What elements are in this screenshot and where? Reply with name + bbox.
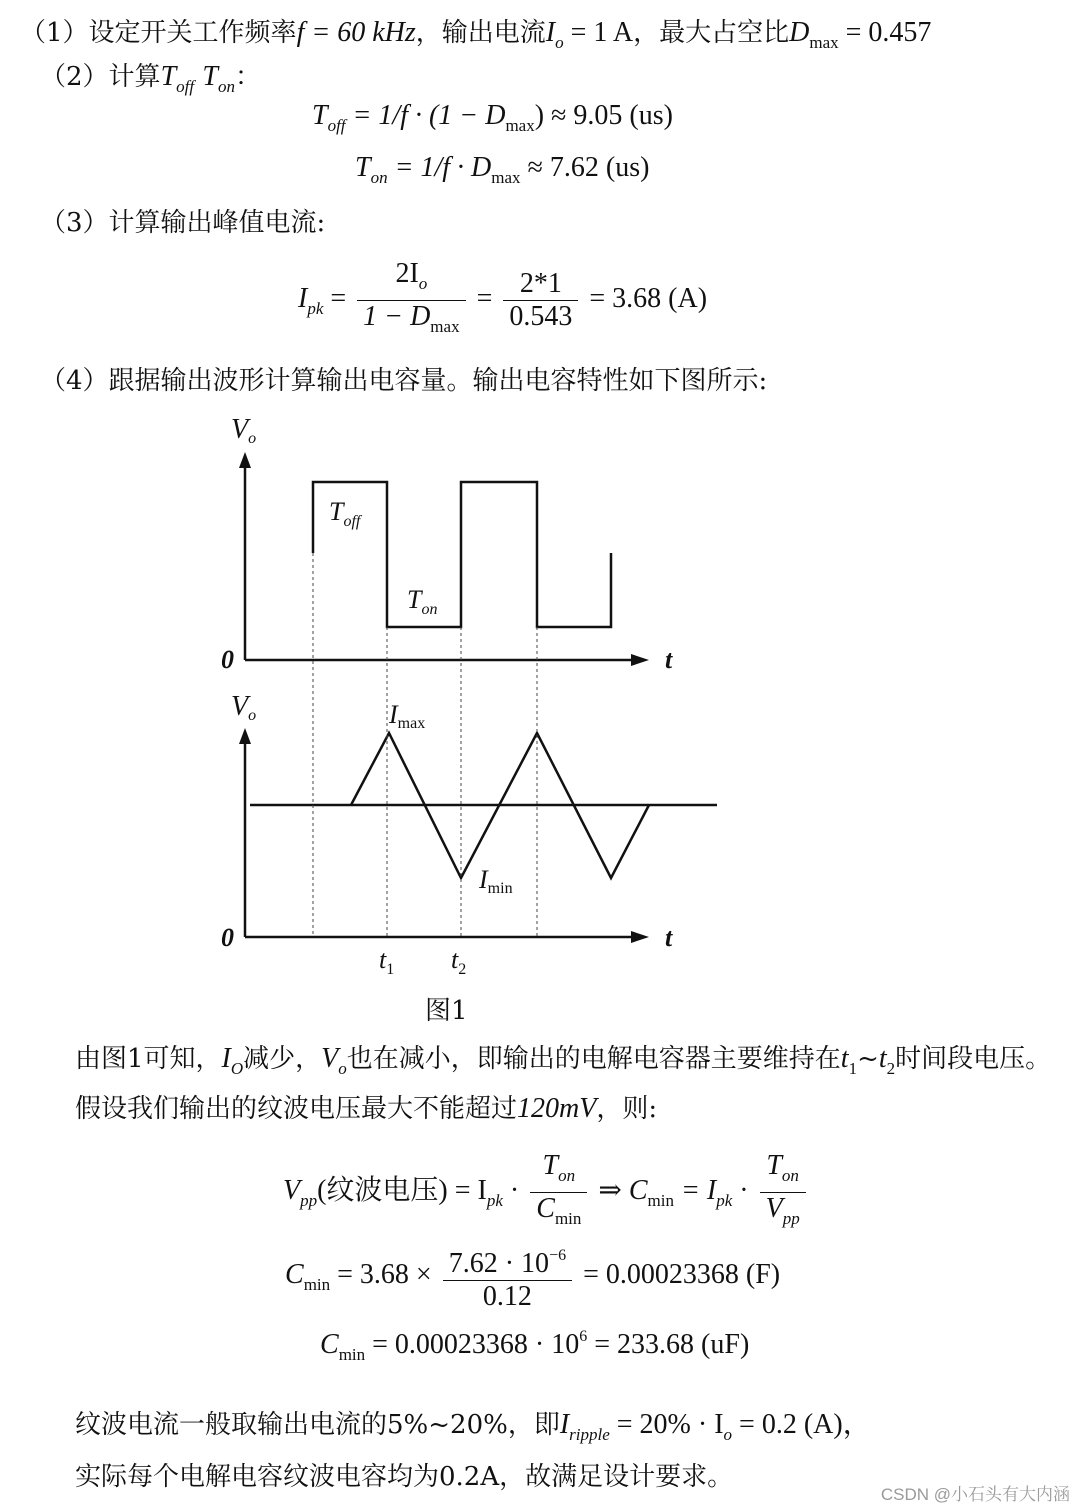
- tick-t2-sub: 2: [458, 961, 467, 978]
- svg-text:t2: [451, 945, 466, 978]
- dmax-value: = 0.457: [838, 17, 932, 48]
- imax-label-sub: max: [397, 715, 426, 732]
- para3-b: = 20% · I: [609, 1409, 724, 1440]
- svg-text:Toff: [329, 497, 363, 530]
- paragraph-1: [75, 1044, 1051, 1084]
- eq-vpp-lhs-sub: pp: [300, 1190, 318, 1210]
- eq-cmin2-sup: 6: [579, 1328, 588, 1345]
- eq-cmin2-lhs-sub: min: [338, 1345, 366, 1364]
- svg-text:t1: [379, 945, 394, 978]
- toff-sub: off: [176, 77, 195, 96]
- para1-t2-sub: 2: [886, 1059, 896, 1078]
- step-4-text: 跟据输出波形计算输出电容量。输出电容特性如下图所示:: [108, 366, 768, 396]
- eq-toff-rhs: ) ≈ 9.05 (us): [534, 100, 673, 131]
- eq-ipk-eq: =: [323, 282, 354, 314]
- step-3-text: 计算输出峰值电流:: [108, 208, 326, 238]
- toff-label-sub: off: [343, 513, 361, 530]
- eq-vpp-eq: = I: [673, 1174, 717, 1206]
- step-3-label: （3）: [40, 208, 109, 238]
- para1-c: 也在减小，即输出的电解电容器主要维持在: [346, 1044, 841, 1074]
- equation-vpp: [283, 1150, 810, 1235]
- bottom-t-label: t: [665, 923, 673, 952]
- eq-vpp-num1-sub: on: [558, 1166, 576, 1185]
- eq-vpp-ipk2-sub: pk: [716, 1190, 733, 1210]
- eq-cmin2-rhs: = 233.68 (uF): [587, 1329, 750, 1360]
- eq-cmin2-lhs: C: [320, 1329, 339, 1360]
- eq-vpp-num2-sub: on: [781, 1166, 799, 1185]
- eq-ton-rhs: ≈ 7.62 (us): [520, 152, 650, 183]
- toff-label: T: [329, 497, 344, 526]
- equation-toff: [312, 100, 673, 136]
- svg-text:Vo: [231, 414, 256, 447]
- paragraph-3: [75, 1410, 871, 1450]
- eq-vpp-paren: (纹波电压) = I: [317, 1174, 487, 1206]
- io-symbol: I: [545, 17, 556, 48]
- para1-vo: V: [321, 1043, 339, 1074]
- top-y-arrow: [239, 452, 251, 468]
- eq-cmin1-den: 0.12: [482, 1281, 532, 1312]
- tick-t2-label: t: [451, 945, 459, 974]
- para1-vo-sub: o: [338, 1059, 347, 1078]
- para2-val: 120mV: [517, 1093, 597, 1124]
- eq-vpp-num1: T: [542, 1150, 559, 1181]
- eq-ipk-num2: 2*1: [503, 268, 578, 301]
- eq-vpp-dot: ·: [502, 1174, 527, 1206]
- tick-t1-sub: 1: [386, 961, 395, 978]
- para1-t1: t: [840, 1043, 849, 1074]
- eq-ipk-den1-sub: max: [430, 317, 460, 336]
- para3-b-sub: o: [723, 1425, 733, 1444]
- waveform-figure: [215, 410, 735, 980]
- eq-vpp-den1-sub: min: [554, 1209, 582, 1228]
- para1-t1-sub: 1: [848, 1059, 858, 1078]
- imin-label-sub: min: [487, 880, 513, 897]
- para3-c: = 0.2 (A)，: [732, 1409, 871, 1440]
- voltage-square-wave: [313, 482, 611, 627]
- eq-cmin1-num: 7.62 · 10: [448, 1248, 550, 1279]
- figure-caption: 图1: [425, 996, 468, 1026]
- top-origin-label: 0: [221, 645, 234, 674]
- eq-cmin1-mid: = 3.68 ×: [330, 1258, 439, 1290]
- eq-vpp-dot2: ·: [732, 1174, 756, 1206]
- eq-vpp-den1: C: [536, 1193, 555, 1224]
- eq-ipk-num1: 2I: [395, 258, 419, 289]
- imin-label: I: [479, 865, 488, 894]
- equation-cmin-1: [285, 1240, 780, 1313]
- para1-b: 减少，: [243, 1044, 322, 1074]
- step-1-line: [20, 18, 931, 58]
- equation-ton: [355, 152, 649, 188]
- eq-ipk-num1-sub: o: [418, 274, 428, 293]
- step-1-label: （1）: [20, 18, 89, 48]
- eq-toff-lhs: T: [312, 100, 328, 131]
- bottom-axis-label: V: [231, 691, 249, 722]
- para3-ir-sub: ripple: [569, 1425, 610, 1444]
- para3-a: 纹波电流一般取输出电流的5%~20%，即: [75, 1410, 560, 1440]
- eq-vpp-lhs: V: [283, 1174, 301, 1206]
- dmax-sub: max: [809, 33, 839, 52]
- step-2-colon: ：: [234, 62, 261, 92]
- para1-io-sub: O: [230, 1059, 244, 1078]
- para1-t2: t: [878, 1043, 887, 1074]
- eq-ton-lhs: T: [355, 152, 371, 183]
- step-1-text-a: 设定开关工作频率: [88, 18, 297, 48]
- svg-text:Vo: [231, 691, 256, 724]
- eq-vpp-frac-1: [530, 1150, 587, 1235]
- para1-tilde: ~: [857, 1044, 879, 1074]
- csdn-watermark: CSDN @小石头有大内涵: [880, 1485, 1070, 1504]
- ton-symbol: T: [202, 61, 218, 92]
- para2-a: 假设我们输出的纹波电压最大不能超过: [75, 1094, 518, 1124]
- step-2-label: （2）: [40, 62, 109, 92]
- top-axis-label: V: [231, 414, 249, 445]
- bottom-x-arrow: [631, 931, 649, 943]
- para1-io: I: [221, 1043, 231, 1074]
- step-2-text: 计算: [108, 62, 161, 92]
- eq-vpp-cmin-sub: min: [647, 1190, 674, 1210]
- eq-cmin1-lhs-sub: min: [303, 1274, 331, 1294]
- step-4-line: [40, 366, 767, 396]
- eq-ipk-den2: 0.543: [509, 301, 573, 332]
- bottom-origin-label: 0: [221, 923, 234, 952]
- step-1-text-c: ，最大占空比: [633, 18, 790, 48]
- toff-symbol: T: [160, 61, 177, 92]
- eq-ton-mid: = 1/f · D: [387, 152, 492, 183]
- eq-cmin1-rhs: = 0.00023368 (F): [576, 1258, 781, 1290]
- svg-text:Imin: [478, 865, 513, 897]
- top-t-label: t: [665, 645, 673, 674]
- eq-ipk-eq2: =: [469, 282, 500, 314]
- top-x-arrow: [631, 654, 649, 666]
- eq-ton-mid-sub: max: [491, 168, 521, 187]
- step-1-text-b: ，输出电流: [415, 18, 546, 48]
- step-2-line: [40, 62, 261, 102]
- eq-cmin1-frac: [443, 1240, 572, 1313]
- eq-ipk-frac-1: [357, 258, 465, 343]
- eq-cmin2-mid: = 0.00023368 · 10: [365, 1329, 580, 1360]
- eq-toff-mid-sub: max: [505, 116, 535, 135]
- para1-a: 由图1可知，: [75, 1044, 222, 1074]
- eq-toff-lhs-sub: off: [327, 116, 346, 135]
- eq-vpp-ipk-sub: pk: [486, 1190, 503, 1210]
- eq-ipk-frac-2: [503, 268, 578, 333]
- step-3-line: [40, 208, 325, 238]
- tick-t1-label: t: [379, 945, 387, 974]
- ton-sub: on: [217, 77, 235, 96]
- eq-vpp-frac-2: [760, 1150, 806, 1235]
- io-value: = 1 A: [563, 17, 634, 48]
- eq-ton-lhs-sub: on: [370, 168, 388, 187]
- eq-vpp-den2-sub: pp: [782, 1209, 800, 1228]
- top-axis-sub: o: [248, 430, 257, 447]
- ton-label-sub: on: [421, 601, 438, 618]
- svg-text:Ton: [407, 585, 437, 618]
- eq-toff-mid: = 1/f · (1 − D: [345, 100, 506, 131]
- eq-vpp-imp: ⇒ C: [591, 1174, 648, 1206]
- bottom-axis-sub: o: [248, 707, 257, 724]
- equation-cmin-2: [320, 1328, 749, 1365]
- bottom-y-arrow: [239, 728, 251, 744]
- eq-cmin1-lhs: C: [285, 1258, 304, 1290]
- eq-vpp-den2: V: [765, 1193, 783, 1224]
- ton-label: T: [407, 585, 422, 614]
- paragraph-2: [75, 1094, 657, 1124]
- svg-text:Imax: [388, 700, 425, 732]
- eq-ipk-lhs-sub: pk: [307, 298, 324, 318]
- eq-ipk-lhs: I: [298, 282, 308, 314]
- paragraph-4: 实际每个电解电容纹波电容均为0.2A，故满足设计要求。: [75, 1462, 734, 1492]
- para3-ir: I: [559, 1409, 570, 1440]
- eq-ipk-den1: 1 − D: [363, 301, 431, 332]
- imax-label: I: [389, 700, 398, 729]
- dmax-symbol: D: [789, 17, 810, 48]
- eq-cmin1-num-sup: −6: [549, 1247, 567, 1264]
- frequency-value: f = 60 kHz: [296, 17, 416, 48]
- step-4-label: （4）: [40, 366, 109, 396]
- io-sub: o: [555, 33, 564, 52]
- eq-ipk-rhs: = 3.68 (A): [582, 282, 708, 314]
- para2-b: ，则:: [596, 1094, 658, 1124]
- eq-vpp-num2: T: [766, 1150, 782, 1181]
- para1-d: 时间段电压。: [895, 1044, 1052, 1074]
- equation-ipk: [298, 258, 707, 343]
